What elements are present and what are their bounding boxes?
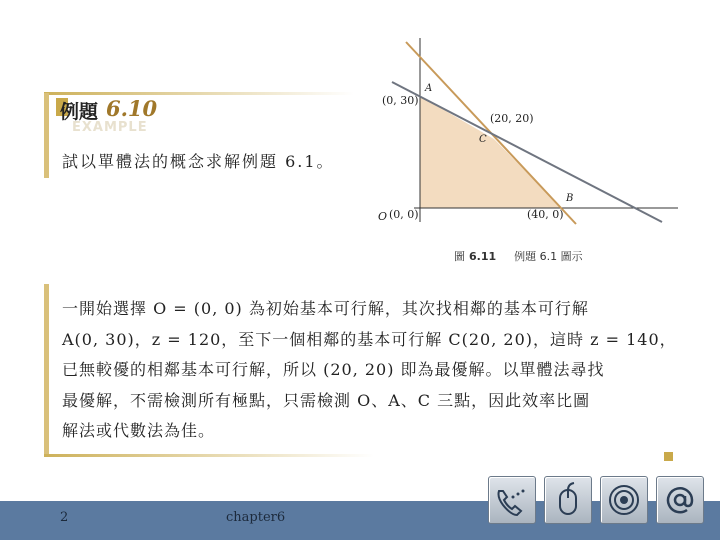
- audio-icon: [601, 477, 647, 523]
- example-number: 6.10: [106, 96, 158, 121]
- example-watermark: EXAMPLE: [72, 120, 148, 135]
- solution-line: 最優解，不需檢測所有極點，只需檢測 O、A、C 三點，因此效率比圖: [62, 390, 591, 410]
- solution-text: [62, 294, 676, 447]
- mouse-icon: [545, 477, 591, 523]
- solution-bottom-rule: [44, 454, 374, 457]
- mouse-button[interactable]: [544, 476, 592, 524]
- origin-coord: (0, 0): [389, 208, 419, 221]
- solution-line: 解法或代數法為佳。: [62, 421, 216, 440]
- figure-caption-text: 例題 6.1 圖示: [514, 250, 583, 263]
- phone-icon: [489, 477, 535, 523]
- page-number: 2: [60, 510, 69, 525]
- point-a-label: A: [425, 83, 433, 94]
- at-email-icon: [657, 477, 703, 523]
- phone-button[interactable]: [488, 476, 536, 524]
- point-c-coord: (20, 20): [490, 112, 534, 125]
- example-question: 試以單體法的概念求解例題 6.1。: [62, 152, 335, 171]
- lp-figure: [366, 36, 680, 264]
- figure-caption-label: 圖: [454, 250, 465, 263]
- example-label: 例題: [60, 101, 99, 123]
- figure-caption: [454, 248, 583, 264]
- point-b-label: B: [566, 193, 574, 204]
- audio-button[interactable]: [600, 476, 648, 524]
- origin-label: O: [378, 210, 388, 223]
- solution-line: 一開始選擇 O = (0, 0) 為初始基本可行解，其次找相鄰的基本可行解: [62, 299, 589, 318]
- email-button[interactable]: [656, 476, 704, 524]
- point-a-coord: (0, 30): [382, 94, 419, 107]
- solution-line: A(0, 30)，z = 120，至下一個相鄰的基本可行解 C(20, 20)，這時 z = 140，: [62, 329, 677, 349]
- point-c-label: C: [479, 134, 487, 145]
- chapter-label: chapter6: [226, 510, 286, 525]
- corner-square-marker: [664, 452, 673, 461]
- figure-caption-number: 6.11: [469, 250, 497, 263]
- point-b-coord: (40, 0): [527, 208, 564, 221]
- solution-line: 已無較優的相鄰基本可行解，所以 (20, 20) 即為最優解。以單體法尋找: [62, 360, 605, 379]
